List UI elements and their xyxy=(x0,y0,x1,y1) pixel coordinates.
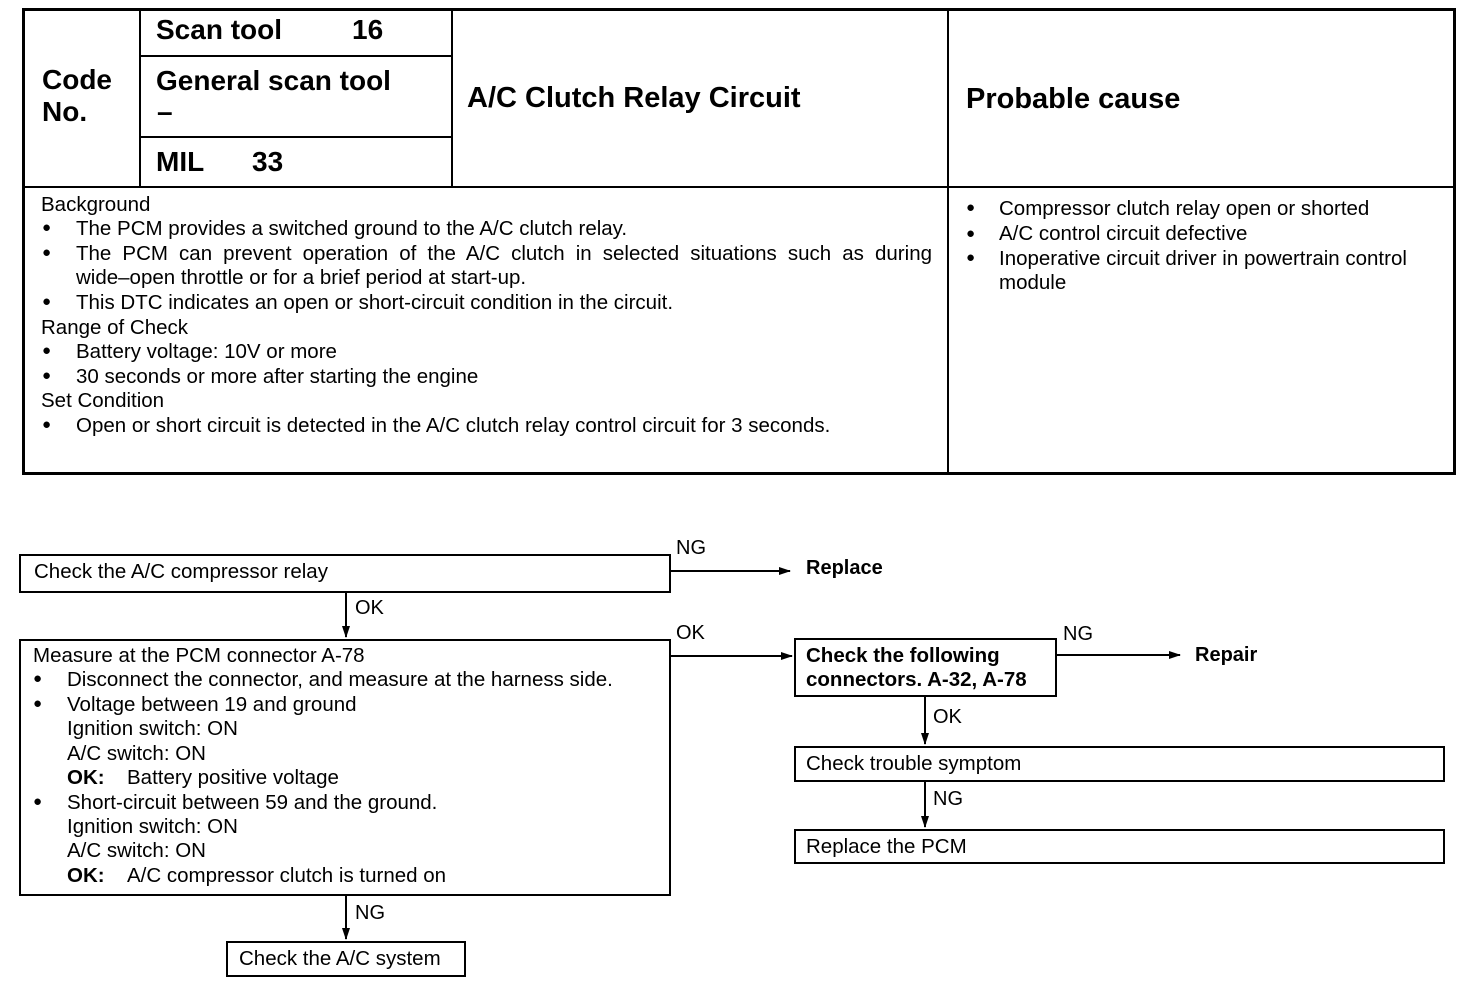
step-replace-pcm xyxy=(794,829,1445,864)
bullet-icon: ● xyxy=(966,249,976,266)
step-item: Disconnect the connector, and measure at the harness side. xyxy=(67,668,613,691)
bullet-icon: ● xyxy=(33,670,43,687)
ng-label: NG xyxy=(676,537,706,559)
step-text: Check trouble symptom xyxy=(806,752,1022,775)
range-item: Battery voltage: 10V or more xyxy=(76,340,337,363)
ng-label: NG xyxy=(933,788,963,810)
step-item: Short-circuit between 59 and the ground. xyxy=(67,791,438,814)
background-item: The PCM can prevent operation of the A/C clutch in selected situations such as during xyxy=(76,242,932,265)
cause-item-cont: module xyxy=(999,271,1067,294)
scan-tool-label: Scan tool xyxy=(156,14,283,45)
step-text: Check the following xyxy=(806,644,1000,667)
cause-item: Inoperative circuit driver in powertrain control xyxy=(999,247,1407,270)
probable-cause-label: Probable cause xyxy=(966,83,1181,115)
scan-tool-value: 16 xyxy=(352,14,384,45)
cause-item: A/C control circuit defective xyxy=(999,222,1248,245)
bullet-icon: ● xyxy=(42,219,52,236)
step-check-ac-system xyxy=(226,941,466,977)
mil-value: 33 xyxy=(252,146,284,177)
bullet-icon: ● xyxy=(42,342,52,359)
step-text-cont: connectors. A-32, A-78 xyxy=(806,668,1027,691)
bullet-icon: ● xyxy=(33,695,43,712)
mil-label: MIL xyxy=(156,146,205,177)
condition-text: A/C switch: ON xyxy=(67,742,206,765)
background-item: This DTC indicates an open or short-circuit condition in the circuit. xyxy=(76,291,674,314)
replace-result: Replace xyxy=(806,557,883,579)
bullet-icon: ● xyxy=(33,793,43,810)
condition-text: Ignition switch: ON xyxy=(67,815,238,838)
step-text: Replace the PCM xyxy=(806,835,967,858)
ok-label: OK xyxy=(355,597,384,619)
ok-criterion-label: OK: xyxy=(67,864,105,887)
ok-label: OK xyxy=(676,622,705,644)
ok-criterion: A/C compressor clutch is turned on xyxy=(127,864,447,887)
bullet-icon: ● xyxy=(42,367,52,384)
step-check-trouble-symptom xyxy=(794,746,1445,782)
step-measure-pcm-connector xyxy=(19,639,671,896)
background-heading: Background xyxy=(41,193,151,216)
repair-result: Repair xyxy=(1195,644,1258,666)
step-text: Check the A/C system xyxy=(239,947,441,970)
ok-criterion: Battery positive voltage xyxy=(127,766,339,789)
condition-text: A/C switch: ON xyxy=(67,839,206,862)
step-item: Voltage between 19 and ground xyxy=(67,693,357,716)
step-title: Measure at the PCM connector A-78 xyxy=(33,644,365,667)
ok-criterion-label: OK: xyxy=(67,766,105,789)
bullet-icon: ● xyxy=(966,199,976,216)
code-label-line2: No. xyxy=(42,96,88,127)
code-label-line1: Code xyxy=(42,64,112,95)
bullet-icon: ● xyxy=(42,244,52,261)
ng-label: NG xyxy=(1063,623,1093,645)
general-scan-tool-label: General scan tool xyxy=(156,65,391,96)
cause-item: Compressor clutch relay open or shorted xyxy=(999,197,1370,220)
step-check-connectors xyxy=(794,638,1057,697)
ok-label: OK xyxy=(933,706,962,728)
condition-text: Ignition switch: ON xyxy=(67,717,238,740)
step-check-compressor-relay xyxy=(19,554,671,593)
general-scan-tool-value: – xyxy=(157,96,173,127)
step-text: Check the A/C compressor relay xyxy=(34,560,328,583)
background-item-cont: wide–open throttle or for a brief period at start-up. xyxy=(76,266,527,289)
ng-label: NG xyxy=(355,902,385,924)
bullet-icon: ● xyxy=(966,225,976,242)
range-heading: Range of Check xyxy=(41,316,189,339)
page-title: A/C Clutch Relay Circuit xyxy=(467,82,801,114)
bullet-icon: ● xyxy=(42,293,52,310)
range-item: 30 seconds or more after starting the engine xyxy=(76,365,479,388)
set-heading: Set Condition xyxy=(41,389,165,412)
set-item: Open or short circuit is detected in the A/C clutch relay control circuit for 3 seconds. xyxy=(76,414,831,437)
bullet-icon: ● xyxy=(42,416,52,433)
background-item: The PCM provides a switched ground to the A/C clutch relay. xyxy=(76,217,628,240)
